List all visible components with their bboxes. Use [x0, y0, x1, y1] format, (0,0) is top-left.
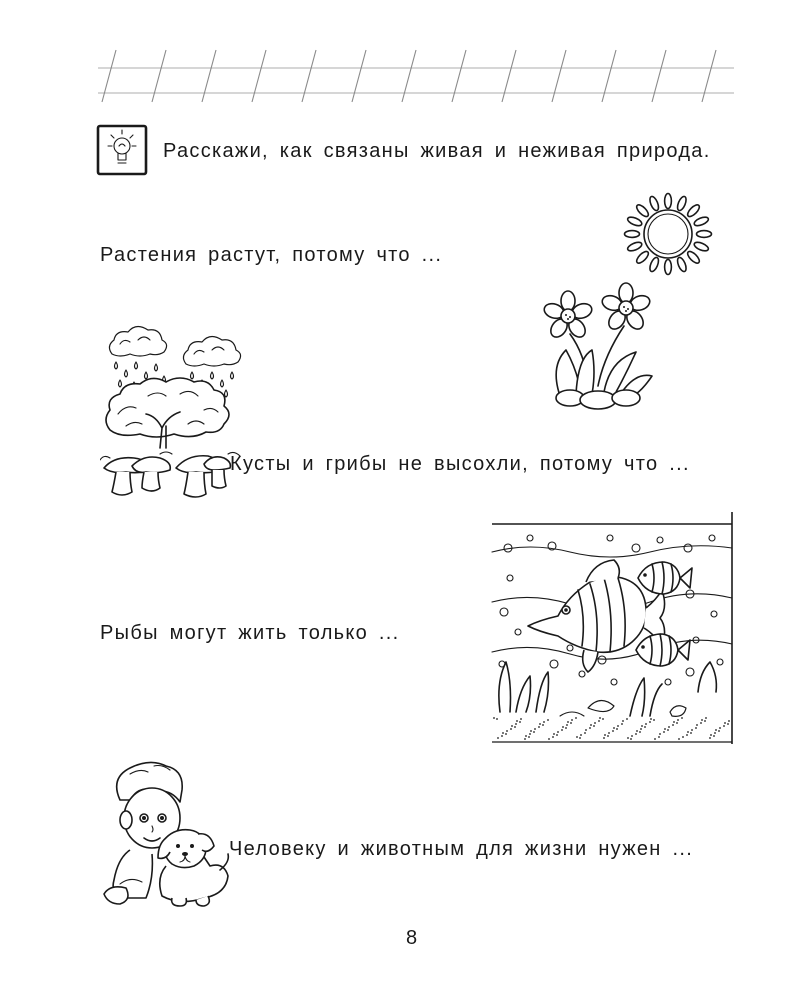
boy-with-puppy-icon — [100, 758, 232, 908]
writing-guide-lines — [96, 44, 736, 106]
sentence-fish: Рыбы могут жить только ... — [100, 622, 400, 644]
page-number: 8 — [406, 927, 418, 949]
lightbulb-icon — [96, 124, 148, 176]
sentence-plants: Растения растут, потому что ... — [100, 244, 443, 266]
aquarium-fish-icon — [490, 512, 734, 744]
rain-clouds-bush-mushrooms-icon — [100, 318, 250, 504]
flowers-icon — [540, 276, 662, 410]
sentence-human-animals: Человеку и животным для жизни нужен ... — [229, 838, 694, 860]
sun-icon — [618, 192, 718, 276]
task-prompt: Расскажи, как связаны живая и неживая природа. — [163, 140, 711, 162]
sentence-bushes-mushrooms: Кусты и грибы не высохли, потому что ... — [230, 453, 690, 475]
